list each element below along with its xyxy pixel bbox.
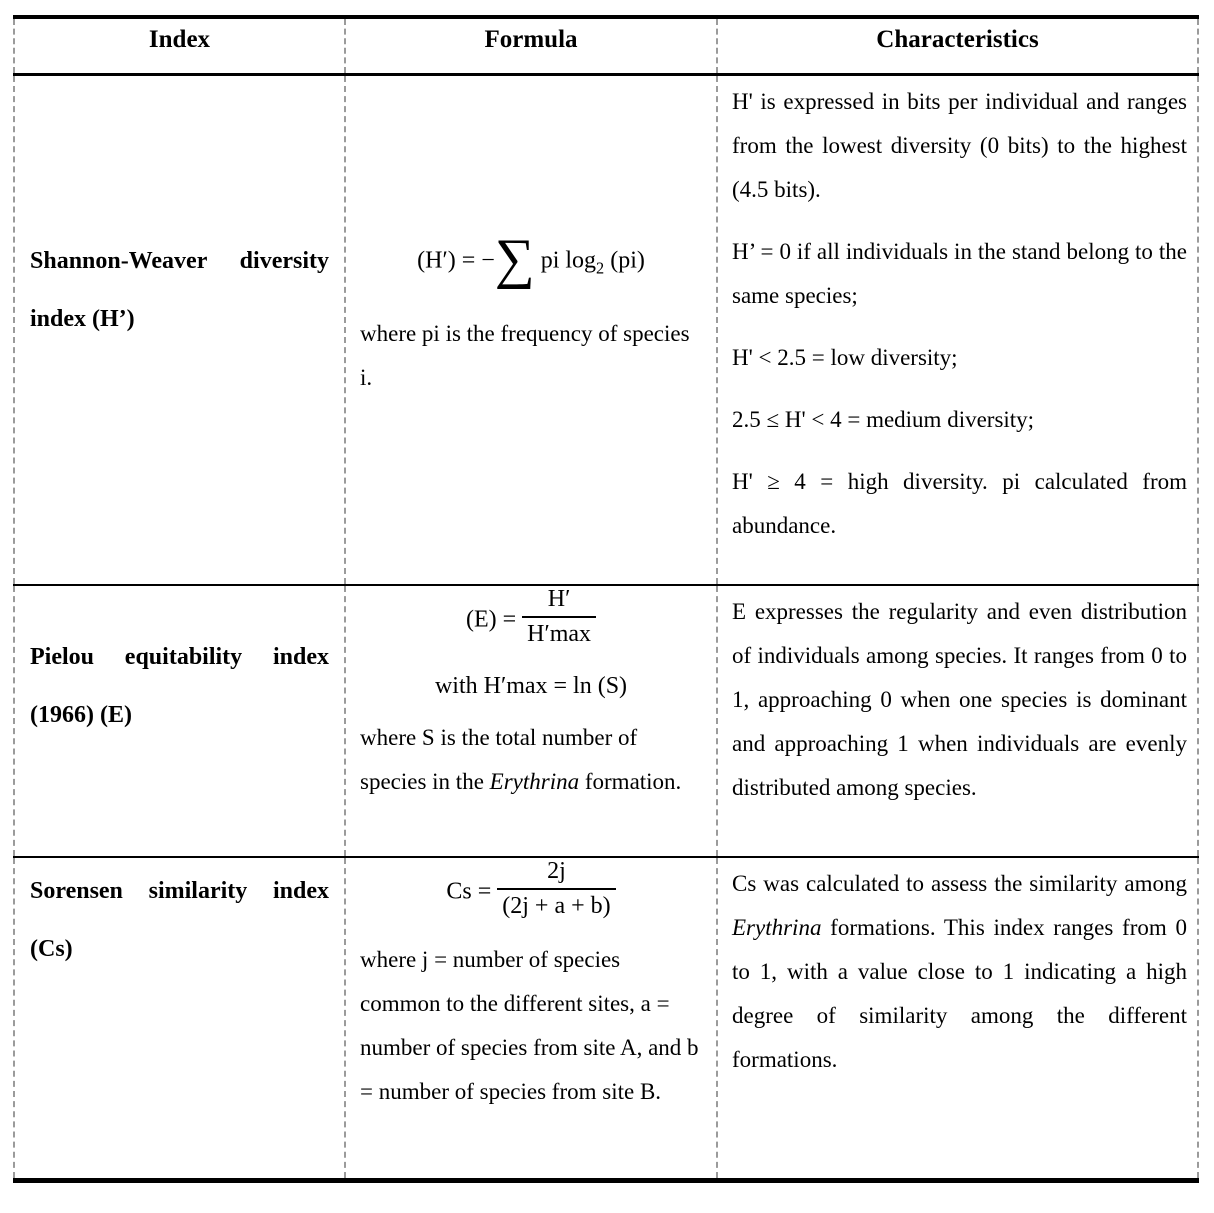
diversity-indices-table-wrap — [13, 15, 1200, 1183]
paragraph: 2.5 ≤ H' < 4 = medium diversity; — [732, 406, 1035, 432]
note-text: formation. — [579, 769, 682, 794]
pielou-equation — [360, 586, 702, 652]
fraction — [497, 858, 615, 920]
note-text: where S is the total number of species in the — [360, 725, 638, 794]
row-sorensen — [14, 857, 1198, 1180]
header-index: Index — [14, 17, 345, 74]
paragraph: H' < 2.5 = low diversity; — [732, 344, 958, 370]
row-shannon — [14, 74, 1198, 585]
fraction-numerator: H′ — [522, 586, 596, 618]
pielou-with-line: with H′max = ln (S) — [434, 673, 628, 699]
header-formula: Formula — [345, 17, 717, 74]
fraction — [522, 586, 596, 648]
cell-shannon-characteristics — [717, 74, 1198, 585]
cell-pielou-formula — [345, 585, 717, 857]
equation-post: (pi) — [604, 247, 645, 274]
row-pielou — [14, 585, 1198, 857]
cell-shannon-formula — [345, 74, 717, 585]
header-row — [14, 17, 1198, 74]
paragraph: H' ≥ 4 = high diversity. pi calculated from abundance. — [732, 468, 1187, 538]
cell-sorensen-formula — [345, 857, 717, 1180]
header-characteristics: Characteristics — [717, 17, 1198, 74]
fraction-denominator: H′max — [527, 621, 592, 647]
note-text: formations. This index ranges from 0 to 1, with a value close to 1 indicating a high degree of similarity among the different formations. — [732, 915, 1187, 1072]
shannon-formula-note: where pi is the frequency of species i. — [360, 320, 690, 390]
fraction-denominator: (2j + a + b) — [502, 893, 611, 919]
equation-lhs: (E) = — [465, 606, 517, 633]
cell-pielou-characteristics — [717, 585, 1198, 857]
sigma-symbol: ∑ — [494, 227, 535, 290]
cell-sorensen-index: Sorensen similarity index (Cs) — [14, 857, 345, 1180]
log-subscript: 2 — [596, 258, 605, 278]
paragraph — [732, 862, 1187, 1082]
paragraph: H’ = 0 if all individuals in the stand belong to the same species; — [732, 238, 1187, 308]
cell-pielou-index: Pielou equitability index (1966) (E) — [14, 585, 345, 857]
diversity-indices-table — [13, 15, 1199, 1183]
fraction-numerator: 2j — [497, 858, 615, 890]
species-name-italic: Erythrina — [732, 915, 822, 940]
equation-lhs: (H′) = − — [417, 247, 495, 274]
pielou-formula-note — [360, 716, 702, 804]
cell-shannon-index: Shannon-Weaver diversity index (H’) — [14, 74, 345, 585]
note-text: Cs was calculated to assess the similarity among — [732, 871, 1187, 896]
paragraph: H' is expressed in bits per individual and ranges from the lowest diversity (0 bits) to the highest (4.5 bits). — [732, 88, 1187, 202]
species-name-italic: Erythrina — [489, 769, 580, 794]
paragraph: E expresses the regularity and even distribution of individuals among species. It ranges from 0 to 1, approaching 0 when one species is dominant and approaching 1 when individuals are evenly distributed among species. — [732, 599, 1187, 800]
equation-mid: pi log — [534, 247, 597, 274]
equation-lhs: Cs = — [446, 878, 492, 905]
sorensen-formula-note: where j = number of species common to the different sites, a = number of species from site A, and b = number of species from site B. — [360, 947, 699, 1104]
shannon-equation — [360, 227, 702, 292]
sorensen-equation — [360, 858, 702, 924]
cell-sorensen-characteristics — [717, 857, 1198, 1180]
